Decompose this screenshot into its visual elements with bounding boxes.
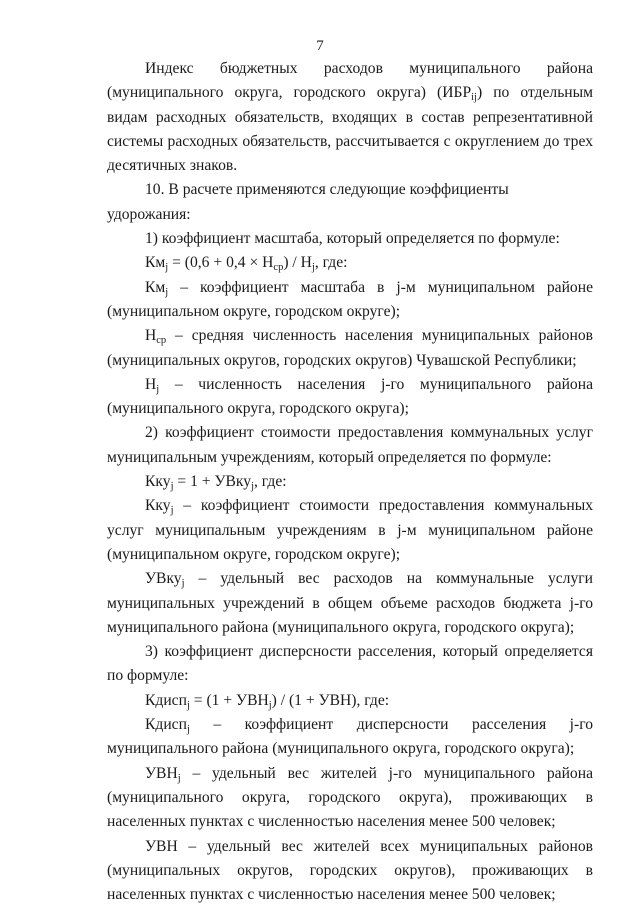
paragraph-dispersion-coefficient: 3) коэффициент дисперсности расселения, который определяется по формуле:: [107, 640, 593, 689]
page-number: 7: [0, 38, 640, 55]
paragraph-nj-definition: $Н_j$ – численность населения j-го муниципального района (муниципального округа, городского округа);: [107, 373, 593, 422]
formula-dispersion: Кдисп$_j$ = $(1 + УВН_j) / (1 + УВН)$, где:: [107, 689, 593, 713]
paragraph-kdisp-definition: Кдисп$_j$ – коэффициент дисперсности расселения j-го муниципального района (муниципального округа, городского округа);: [107, 713, 593, 762]
paragraph-utility-coefficient: 2) коэффициент стоимости предоставления коммунальных услуг муниципальным учреждениям, который определяется по формуле:: [107, 421, 593, 470]
paragraph-uvnj-definition: $УВН_j$ – удельный вес жителей j-го муниципального района (муниципального округа, городского округа), проживающих в населенных пунктах с численностью населения менее 500 человек;: [107, 762, 593, 835]
formula-utility: Кку$_j$ = 1 + УВку$_j$, где:: [107, 470, 593, 494]
paragraph-coefficients-intro: 10. В расчете применяются следующие коэффициенты удорожания:: [107, 178, 593, 227]
paragraph-uvn-definition: УВН – удельный вес жителей всех муниципальных районов (муниципальных округов, городских округов), проживающих в населенных пунктах с численностью населения менее 500 человек;: [107, 835, 593, 907]
paragraph-uvku-definition: УВку$_j$ – удельный вес расходов на коммунальные услуги муниципальных учреждений в общем объеме расходов бюджета j-го муниципального района (муниципального округа, городского округа);: [107, 567, 593, 640]
paragraph-kku-definition: Кку$_j$ – коэффициент стоимости предоставления коммунальных услуг муниципальным учреждениям в j-м муниципальном районе (муниципальном округе, городском округе);: [107, 494, 593, 567]
document-body: [107, 57, 593, 907]
formula-scale: $Км_j = (0,6 + 0,4 \times Н_{ср}) / Н_j$, где:: [107, 251, 593, 275]
paragraph-nsr-definition: $Н_{ср}$ – средняя численность населения муниципальных районов (муниципальных округов, городских округов) Чувашской Республики;: [107, 324, 593, 373]
paragraph-budget-index: Индекс бюджетных расходов муниципального района (муниципального округа, городского округа) $(ИБР_{ij})$ по отдельным видам расходных обязательств, входящих в состав репрезентативной системы расходных обязательств, рассчитывается с округлением до трех десятичных знаков.: [107, 57, 593, 178]
paragraph-scale-coefficient: 1) коэффициент масштаба, который определяется по формуле:: [107, 227, 593, 251]
paragraph-km-definition: $Км_j$ – коэффициент масштаба в j-м муниципальном районе (муниципальном округе, городском округе);: [107, 276, 593, 325]
